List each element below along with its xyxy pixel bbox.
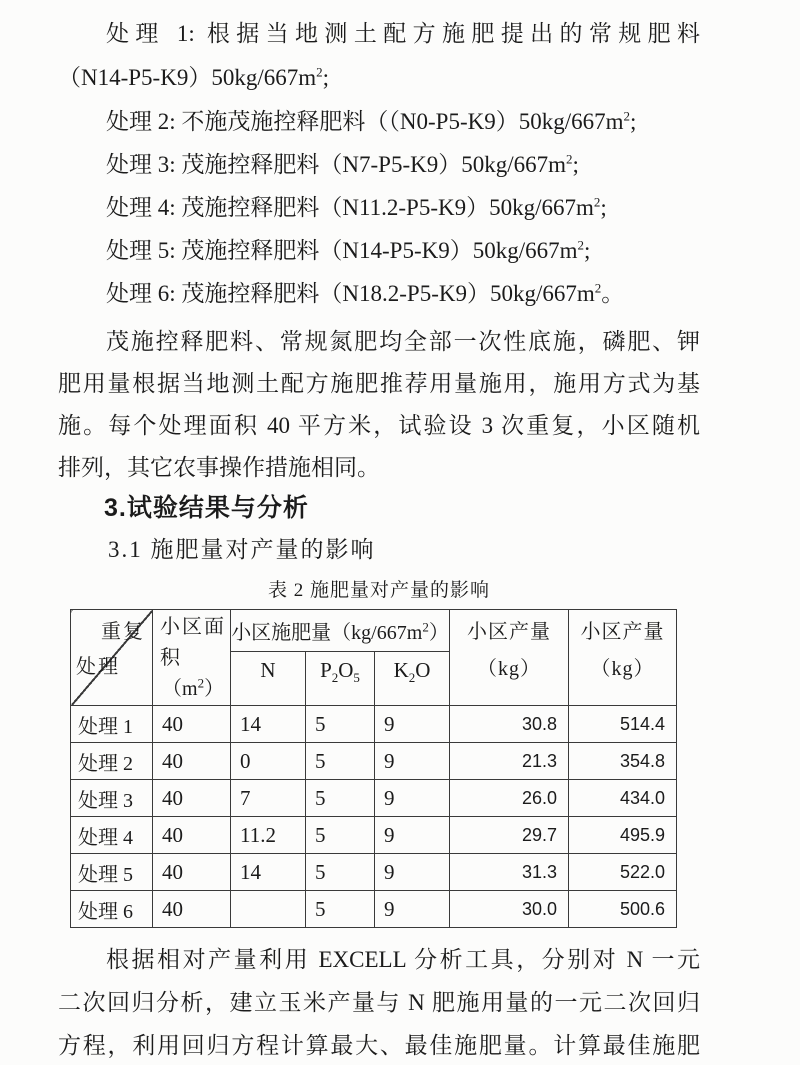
cell-treatment-label: 处理 6 <box>71 891 153 928</box>
table-row <box>71 743 677 780</box>
cell-p: 5 <box>306 891 375 928</box>
text-line: 施。每个处理面积 40 平方米，试验设 3 次重复，小区随机 <box>58 413 700 438</box>
cell-n <box>231 891 306 928</box>
text-line: 处理 1: 根据当地测土配方施肥提出的常规肥料 <box>106 21 700 46</box>
text-segment: ; <box>600 195 607 220</box>
treatment-list-item <box>58 143 700 186</box>
text-segment: 处理 4: 茂施控释肥料（N11.2-P5-K9）50kg/667m <box>106 195 594 220</box>
cell-total-yield: 514.4 <box>569 706 677 743</box>
cell-plot-yield: 30.8 <box>450 706 569 743</box>
cell-area: 40 <box>153 891 231 928</box>
cell-total-yield: 495.9 <box>569 817 677 854</box>
text-segment: （m <box>162 678 198 700</box>
text-line: 小区产量 <box>467 621 551 643</box>
text-segment: ; <box>322 65 330 90</box>
cell-p: 5 <box>306 706 375 743</box>
text-segment: O <box>415 658 431 682</box>
cell-area: 40 <box>153 743 231 780</box>
cell-plot-yield: 21.3 <box>450 743 569 780</box>
text-line: 小区产量 <box>580 621 665 643</box>
cell-plot-yield: 26.0 <box>450 780 569 817</box>
cell-treatment-label: 处理 3 <box>71 780 153 817</box>
cell-treatment-label: 处理 2 <box>71 743 153 780</box>
text-segment: （N14-P5-K9）50kg/667m <box>58 65 317 90</box>
text-segment: P <box>320 658 332 682</box>
subscript: 2 <box>408 670 416 686</box>
superscript: 2 <box>623 108 630 124</box>
table-row <box>71 780 677 817</box>
col-header-n: N <box>231 652 306 706</box>
cell-area: 40 <box>153 780 231 817</box>
text-segment: 处理 5: 茂施控释肥料（N14-P5-K9）50kg/667m <box>106 238 578 263</box>
table-row <box>71 817 677 854</box>
text-segment: 小区施肥量（kg/667m <box>231 622 423 644</box>
corner-label-replication: 重复 <box>101 621 145 643</box>
cell-k: 9 <box>375 780 450 817</box>
treatment-1-paragraph <box>58 12 700 100</box>
subscript: 5 <box>353 670 360 686</box>
treatment-list-item <box>58 186 700 229</box>
methods-paragraph <box>58 321 700 489</box>
cell-k: 9 <box>375 706 450 743</box>
plot-area-unit <box>160 674 226 705</box>
table-row <box>71 854 677 891</box>
cell-area: 40 <box>153 854 231 891</box>
treatment-list <box>58 100 700 315</box>
text-line: 二次回归分析，建立玉米产量与 N 肥施用量的一元二次回归 <box>58 990 700 1015</box>
col-header-plot-yield <box>450 610 569 706</box>
text-segment: ; <box>584 238 591 263</box>
text-segment: ） <box>204 678 225 700</box>
treatment-list-item <box>58 229 700 272</box>
superscript: 2 <box>566 151 573 167</box>
text-segment: 小区面积 <box>160 616 226 669</box>
table-corner-cell <box>71 610 153 706</box>
cell-total-yield: 354.8 <box>569 743 677 780</box>
text-segment: K <box>393 658 409 682</box>
text-segment: 处理 6: 茂施控释肥料（N18.2-P5-K9）50kg/667m <box>106 281 595 306</box>
cell-total-yield: 500.6 <box>569 891 677 928</box>
superscript: 2 <box>197 675 205 691</box>
table-row <box>71 706 677 743</box>
text-segment: ; <box>630 109 637 134</box>
text-segment: 处理 2: 不施茂施控释肥料（（N0-P5-K9）50kg/667m <box>106 109 624 134</box>
text-line <box>58 56 700 100</box>
text-segment: 。 <box>601 281 625 306</box>
cell-k: 9 <box>375 817 450 854</box>
table-caption: 表 2 施肥量对产量的影响 <box>267 580 490 601</box>
cell-p: 5 <box>306 854 375 891</box>
text-line: 方程，利用回归方程计算最大、最佳施肥量。计算最佳施肥 <box>58 1033 700 1058</box>
superscript: 2 <box>594 280 602 296</box>
cell-total-yield: 434.0 <box>569 780 677 817</box>
corner-label-treatment: 处理 <box>76 656 120 678</box>
subsection-heading: 3.1 施肥量对产量的影响 <box>108 537 376 562</box>
cell-total-yield: 522.0 <box>569 854 677 891</box>
cell-n: 0 <box>231 743 306 780</box>
col-header-fertilizer-amount <box>231 610 450 652</box>
text-line: 排列，其它农事操作措施相同。 <box>58 455 380 480</box>
col-header-k2o <box>375 652 450 706</box>
text-line: （kg） <box>590 658 655 680</box>
cell-p: 5 <box>306 817 375 854</box>
col-header-plot-area <box>153 610 231 706</box>
cell-n: 11.2 <box>231 817 306 854</box>
cell-n: 14 <box>231 706 306 743</box>
subscript: 2 <box>331 670 339 686</box>
text-line: （kg） <box>477 658 541 680</box>
col-header-plot-yield-2 <box>569 610 677 706</box>
text-segment: O <box>338 658 354 682</box>
text-segment: ） <box>428 622 449 644</box>
cell-treatment-label: 处理 5 <box>71 854 153 891</box>
cell-n: 14 <box>231 854 306 891</box>
cell-n: 7 <box>231 780 306 817</box>
treatment-list-item <box>58 100 700 143</box>
superscript: 2 <box>577 237 584 253</box>
text-segment: 处理 3: 茂施控释肥料（N7-P5-K9）50kg/667m <box>106 152 566 177</box>
cell-p: 5 <box>306 780 375 817</box>
text-line: 肥用量根据当地测土配方施肥推荐用量施用，施用方式为基 <box>58 371 700 396</box>
superscript: 2 <box>593 194 601 210</box>
cell-k: 9 <box>375 854 450 891</box>
superscript: 2 <box>422 619 429 635</box>
table-row <box>71 891 677 928</box>
cell-p: 5 <box>306 743 375 780</box>
cell-treatment-label: 处理 1 <box>71 706 153 743</box>
cell-k: 9 <box>375 891 450 928</box>
treatment-list-item <box>58 272 700 315</box>
cell-treatment-label: 处理 4 <box>71 817 153 854</box>
cell-plot-yield: 29.7 <box>450 817 569 854</box>
section-heading: 3.试验结果与分析 <box>104 494 309 522</box>
col-header-p2o5 <box>306 652 375 706</box>
text-line: 根据相对产量利用 EXCELL 分析工具，分别对 N 一元 <box>106 947 700 972</box>
fertilizer-yield-table <box>70 609 677 928</box>
text-segment: ; <box>572 152 579 177</box>
cell-k: 9 <box>375 743 450 780</box>
text-line: 茂施控释肥料、常规氮肥均全部一次性底施，磷肥、钾 <box>106 329 700 354</box>
cell-area: 40 <box>153 706 231 743</box>
superscript: 2 <box>316 64 323 80</box>
cell-plot-yield: 31.3 <box>450 854 569 891</box>
analysis-paragraph <box>58 938 700 1065</box>
cell-area: 40 <box>153 817 231 854</box>
cell-plot-yield: 30.0 <box>450 891 569 928</box>
